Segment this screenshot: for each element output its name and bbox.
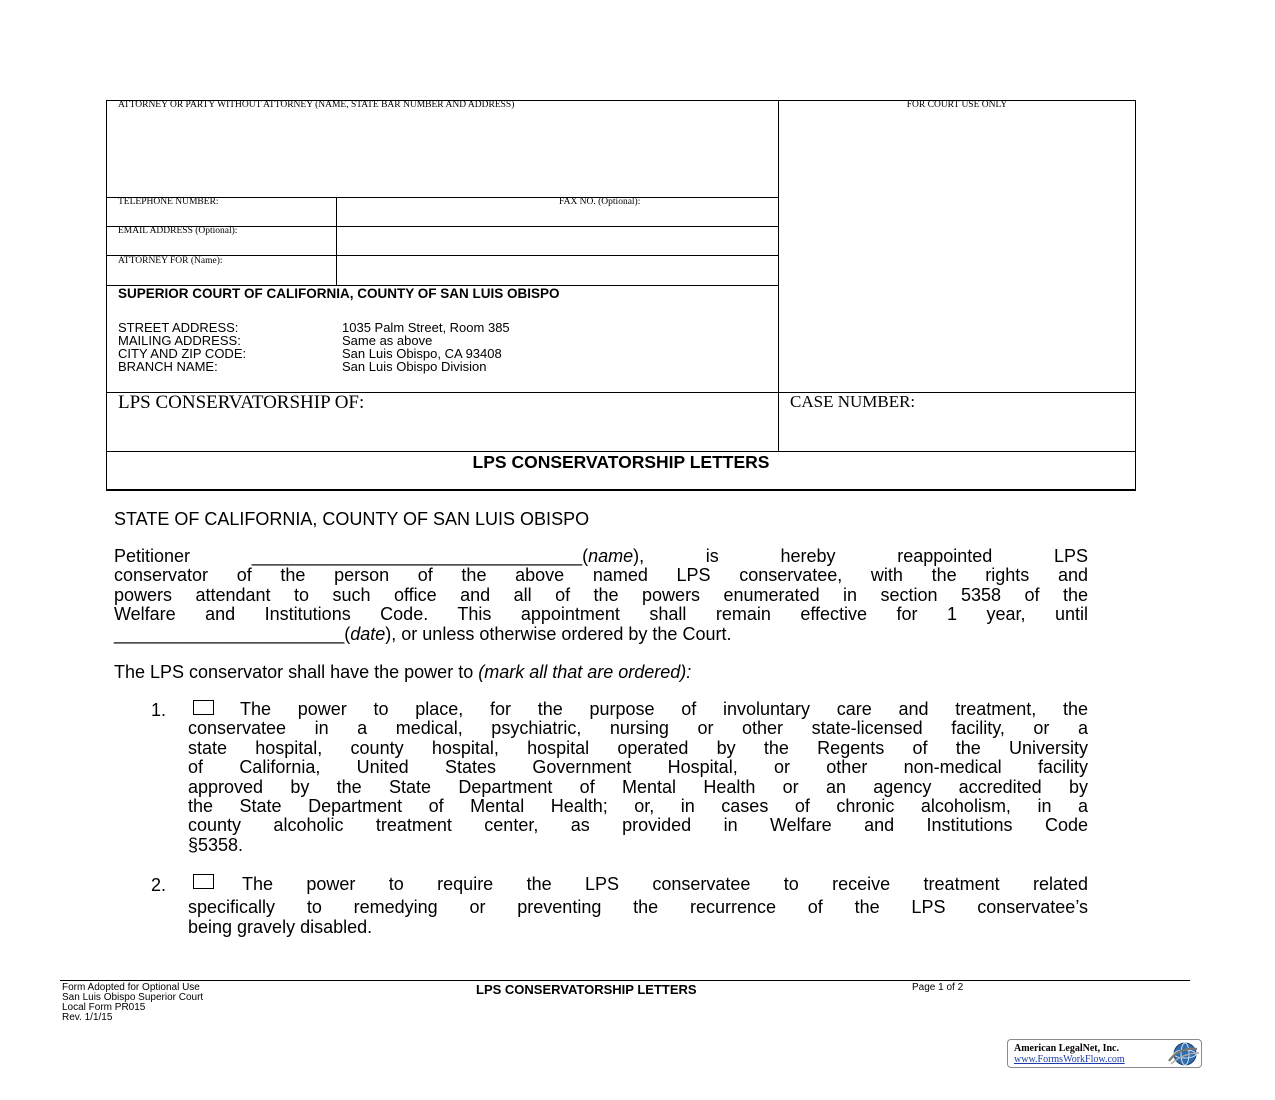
expiration-date-blank[interactable]: _______________________ <box>114 623 345 644</box>
name-hint: name <box>588 546 634 566</box>
court-name: SUPERIOR COURT OF CALIFORNIA, COUNTY OF SAN LUIS OBISPO <box>118 286 560 301</box>
conservatee-field[interactable] <box>108 416 776 449</box>
item-1-number: 1. <box>151 700 167 720</box>
globe-logo-icon <box>1165 1041 1201 1067</box>
caption-column-divider <box>778 100 779 451</box>
city-label: CITY AND ZIP CODE: <box>118 346 247 361</box>
state-line: STATE OF CALIFORNIA, COUNTY OF SAN LUIS OBISPO <box>114 509 590 529</box>
footer-rule <box>60 980 1190 981</box>
caption-bottom-border <box>106 489 1136 491</box>
item-1-line-1: The power to place, for the purpose of involuntary care and treatment, the <box>240 699 1088 719</box>
court-use-label: FOR COURT USE ONLY <box>906 100 1008 110</box>
appointment-paragraph <box>114 547 1088 644</box>
appointment-line-4: Welfare and Institutions Code. This appointment shall remain effective for 1 year, until <box>114 604 1088 625</box>
email-field[interactable] <box>338 228 776 254</box>
item-1-line-2: conservatee in a medical, psychiatric, nursing or other state-licensed facility, or a <box>188 718 1088 739</box>
conservatorship-label: LPS CONSERVATORSHIP OF: <box>118 392 365 413</box>
item-1-line-6: the State Department of Mental Health; or, in cases of chronic alcoholism, in a <box>188 796 1088 817</box>
item-1-line-3: state hospital, county hospital, hospital operated by the Regents of the University <box>188 737 1088 758</box>
street-value: 1035 Palm Street, Room 385 <box>342 320 510 335</box>
appointment-line-1: Petitioner _________________________________(name), is hereby reappointed LPS <box>114 546 1088 566</box>
attorney-field[interactable] <box>108 114 776 195</box>
street-label: STREET ADDRESS: <box>118 320 239 335</box>
page-number: Page 1 of 2 <box>912 982 964 993</box>
case-number-field[interactable] <box>780 414 1133 449</box>
item-1-line-5: approved by the State Department of Mental Health or an agency accredited by <box>188 776 1088 797</box>
telephone-label: TELEPHONE NUMBER: <box>118 197 219 207</box>
branch-value: San Luis Obispo Division <box>342 359 487 374</box>
petitioner-word: Petitioner <box>114 546 191 566</box>
item-1-line-4: of California, United States Government Hospital, or other non-medical facility <box>188 757 1088 778</box>
appointment-line-3: powers attendant to such office and all of the powers enumerated in section 5358 of the <box>114 584 1088 605</box>
phone-fax-field[interactable] <box>338 199 776 225</box>
powers-intro: The LPS conservator shall have the power to (mark all that are ordered): <box>114 662 692 682</box>
city-value: San Luis Obispo, CA 93408 <box>342 346 502 361</box>
court-use-field <box>780 114 1133 390</box>
attorney-for-field[interactable] <box>338 257 776 284</box>
item-2-text <box>188 875 1088 937</box>
footer-form-info: Form Adopted for Optional Use San Luis Obispo Superior Court Local Form PR015 Rev. 1/1/15 <box>62 982 204 1023</box>
item-1-line-8: §5358. <box>188 834 244 855</box>
branch-label: BRANCH NAME: <box>118 359 218 374</box>
item-1-line-7: county alcoholic treatment center, as provided in Welfare and Institutions Code <box>188 815 1088 836</box>
caption-left-border <box>106 100 107 490</box>
label-column-divider <box>336 197 337 285</box>
appointment-line-2: conservator of the person of the above named LPS conservatee, with the rights and <box>114 565 1088 586</box>
fax-label: FAX NO. (Optional): <box>559 197 641 207</box>
attorney-label: ATTORNEY OR PARTY WITHOUT ATTORNEY (NAME, STATE BAR NUMBER AND ADDRESS) <box>118 100 515 110</box>
attorney-for-label: ATTORNEY FOR (Name): <box>118 256 223 266</box>
footer-title: LPS CONSERVATORSHIP LETTERS <box>476 982 697 997</box>
item-2-line-2: specifically to remedying or preventing the recurrence of the LPS conservatee’s <box>188 897 1088 918</box>
item-1-text <box>188 700 1088 855</box>
mailing-value: Same as above <box>342 333 433 348</box>
case-number-label: CASE NUMBER: <box>790 392 916 411</box>
date-hint: date <box>350 623 386 644</box>
badge-url[interactable]: www.FormsWorkFlow.com <box>1014 1054 1125 1065</box>
legalnet-badge[interactable] <box>1007 1039 1202 1068</box>
item-2-line-1: The power to require the LPS conservatee to receive treatment related <box>242 874 1088 894</box>
item-2-number: 2. <box>151 875 167 895</box>
form-title: LPS CONSERVATORSHIP LETTERS <box>472 452 770 472</box>
appointment-line-5: _______________________(date), or unless otherwise ordered by the Court. <box>114 623 732 644</box>
email-label: EMAIL ADDRESS (Optional): <box>118 226 238 236</box>
petitioner-name-blank[interactable]: _________________________________ <box>251 546 583 566</box>
badge-name: American LegalNet, Inc. <box>1014 1043 1119 1054</box>
mailing-label: MAILING ADDRESS: <box>118 333 241 348</box>
item-2-line-3: being gravely disabled. <box>188 916 373 937</box>
caption-right-border <box>1135 100 1136 490</box>
